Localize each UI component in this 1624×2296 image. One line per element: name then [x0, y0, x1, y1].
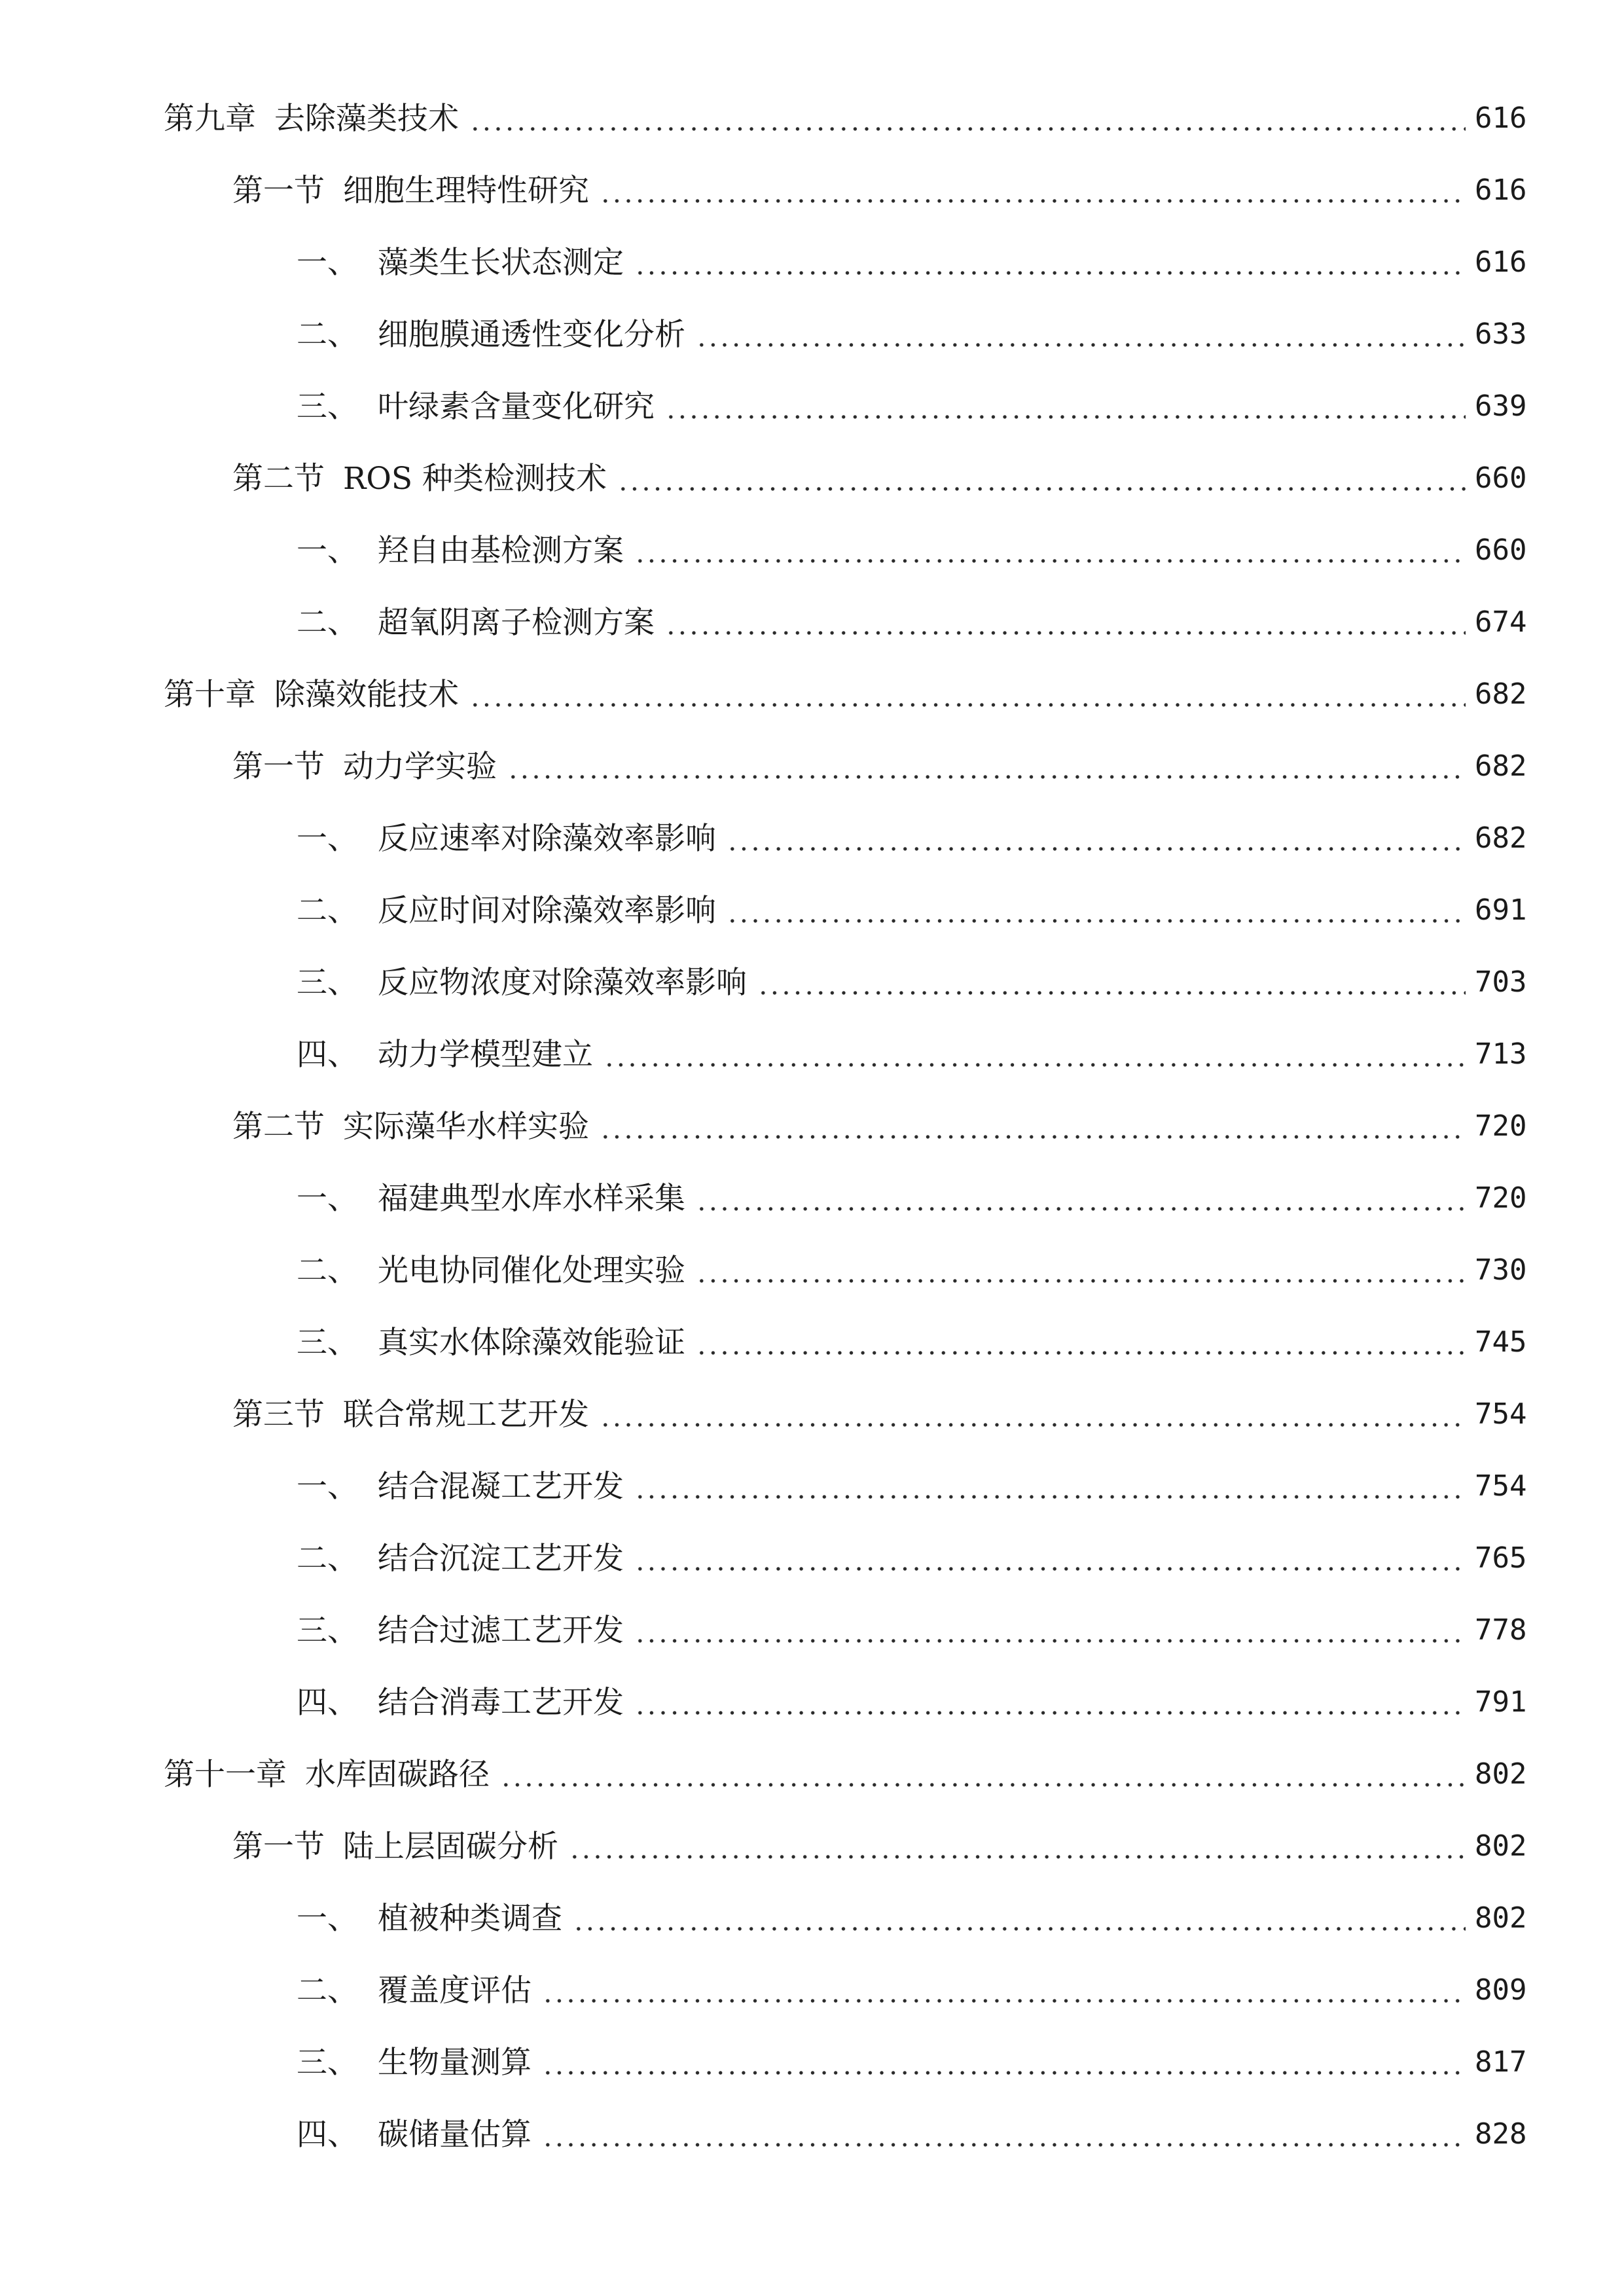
toc-entry-text: 陆上层固碳分析 [343, 1828, 558, 1865]
toc-entry-number: 二、 [297, 1972, 358, 2009]
dot-leader [634, 535, 1466, 566]
toc-entry-subsection[interactable] [0, 946, 1526, 1018]
toc-entry-number: 三、 [297, 1612, 358, 1649]
toc-entry-subsection[interactable] [0, 1954, 1526, 2026]
toc-entry-number: 一、 [297, 820, 358, 857]
toc-entry-chapter-10[interactable] [0, 658, 1526, 730]
toc-entry-chapter-9[interactable] [0, 82, 1526, 154]
dot-leader [634, 1543, 1466, 1574]
toc-entry-subsection[interactable] [0, 1306, 1526, 1378]
toc-page-number: 802 [1475, 1901, 1527, 1935]
dot-leader [634, 1471, 1466, 1502]
toc-entry-title [297, 820, 716, 857]
toc-page-number: 720 [1475, 1181, 1527, 1215]
toc-entry-subsection[interactable] [0, 1162, 1526, 1234]
toc-page-number: 802 [1475, 1757, 1527, 1791]
dot-leader [696, 319, 1466, 350]
toc-entry-subsection[interactable] [0, 298, 1526, 370]
toc-page-number: 639 [1475, 389, 1527, 423]
dot-leader [600, 1399, 1466, 1430]
dot-leader [500, 1759, 1466, 1790]
toc-page-number: 616 [1475, 245, 1527, 279]
toc-page-number: 703 [1475, 965, 1527, 999]
dot-leader [542, 1975, 1466, 2006]
toc-entry-text: 结合过滤工艺开发 [378, 1612, 624, 1649]
toc-entry-text: 除藻效能技术 [274, 676, 459, 713]
toc-entry-number: 第一节 [232, 1828, 325, 1865]
toc-page-number: 674 [1475, 605, 1527, 639]
toc-entry-title [297, 316, 685, 353]
toc-entry-number: 第十章 [164, 676, 256, 713]
toc-entry-subsection[interactable] [0, 1666, 1526, 1738]
toc-page-number: 802 [1475, 1829, 1527, 1863]
toc-entry-title [297, 244, 624, 281]
dot-leader [696, 1327, 1466, 1358]
toc-entry-subsection[interactable] [0, 874, 1526, 946]
toc-entry-section[interactable] [0, 1090, 1526, 1162]
toc-page-number: 778 [1475, 1613, 1527, 1647]
toc-page-number: 754 [1475, 1397, 1527, 1431]
toc-page-number: 616 [1475, 101, 1527, 135]
toc-entry-text: 结合混凝工艺开发 [378, 1468, 624, 1505]
toc-entry-number: 三、 [297, 2044, 358, 2081]
toc-entry-text: 去除藻类技术 [274, 100, 459, 137]
toc-entry-text: 羟自由基检测方案 [378, 532, 624, 569]
toc-page-number: 809 [1475, 1973, 1527, 2007]
dot-leader [542, 2119, 1466, 2150]
toc-entry-text: 结合消毒工艺开发 [378, 1684, 624, 1721]
toc-entry-section[interactable] [0, 154, 1526, 226]
toc-entry-subsection[interactable] [0, 1522, 1526, 1594]
toc-entry-number: 二、 [297, 1540, 358, 1577]
toc-entry-text: 生物量测算 [378, 2044, 532, 2081]
toc-entry-subsection[interactable] [0, 2026, 1526, 2098]
dot-leader [604, 1039, 1466, 1070]
dot-leader [727, 823, 1466, 854]
toc-page-number: 633 [1475, 317, 1527, 351]
toc-entry-title [297, 1972, 532, 2009]
toc-entry-text: 实际藻华水样实验 [343, 1108, 589, 1145]
toc-entry-title [232, 1828, 558, 1865]
toc-entry-number: 第二节 [232, 1108, 325, 1145]
toc-entry-text: 覆盖度评估 [378, 1972, 532, 2009]
toc-entry-subsection[interactable] [0, 1594, 1526, 1666]
toc-entry-title [297, 604, 655, 641]
toc-entry-title [232, 1108, 589, 1145]
toc-entry-number: 一、 [297, 1180, 358, 1217]
toc-entry-title [297, 532, 624, 569]
toc-entry-number: 三、 [297, 1324, 358, 1361]
toc-entry-title [164, 100, 459, 137]
toc-page-number: 682 [1475, 677, 1527, 711]
toc-page-number: 682 [1475, 749, 1527, 783]
toc-page-number: 660 [1475, 461, 1527, 495]
toc-entry-title [297, 1468, 624, 1505]
dot-leader [600, 175, 1466, 206]
toc-entry-number: 四、 [297, 1036, 358, 1073]
dot-leader [696, 1255, 1466, 1286]
toc-entry-number: 二、 [297, 892, 358, 929]
toc-entry-text: 反应时间对除藻效率影响 [378, 892, 716, 929]
toc-entry-text: 超氧阴离子检测方案 [378, 604, 655, 641]
toc-entry-section[interactable] [0, 1378, 1526, 1450]
toc-entry-number: 第九章 [164, 100, 256, 137]
toc-entry-text: ROS 种类检测技术 [343, 460, 607, 497]
dot-leader [469, 103, 1466, 134]
toc-page-number: 720 [1475, 1109, 1527, 1143]
toc-entry-number: 一、 [297, 244, 358, 281]
toc-entry-number: 二、 [297, 316, 358, 353]
dot-leader [600, 1111, 1466, 1142]
toc-entry-subsection[interactable] [0, 1018, 1526, 1090]
toc-entry-title [297, 2116, 532, 2153]
toc-entry-number: 三、 [297, 964, 358, 1001]
toc-entry-number: 第三节 [232, 1396, 325, 1433]
toc-entry-text: 细胞生理特性研究 [343, 172, 589, 209]
toc-entry-subsection[interactable] [0, 226, 1526, 298]
toc-entry-title [297, 2044, 532, 2081]
dot-leader [507, 751, 1466, 782]
toc-entry-number: 二、 [297, 604, 358, 641]
toc-entry-title [164, 676, 459, 713]
toc-entry-subsection[interactable] [0, 1882, 1526, 1954]
toc-entry-number: 二、 [297, 1252, 358, 1289]
toc-page-number: 691 [1475, 893, 1527, 927]
toc-entry-title [297, 1036, 593, 1073]
toc-entry-text: 光电协同催化处理实验 [378, 1252, 685, 1289]
dot-leader [634, 247, 1466, 278]
dot-leader [573, 1903, 1466, 1934]
toc-entry-text: 碳储量估算 [378, 2116, 532, 2153]
dot-leader [634, 1687, 1466, 1718]
toc-entry-number: 一、 [297, 1900, 358, 1937]
toc-entry-number: 第一节 [232, 172, 325, 209]
toc-entry-subsection[interactable] [0, 1234, 1526, 1306]
toc-entry-title [232, 460, 607, 497]
dot-leader [469, 679, 1466, 710]
toc-entry-text: 细胞膜通透性变化分析 [378, 316, 685, 353]
toc-entry-number: 第十一章 [164, 1756, 287, 1793]
toc-entry-text: 动力学实验 [343, 748, 497, 785]
dot-leader [665, 607, 1466, 638]
toc-page-number: 828 [1475, 2117, 1527, 2151]
toc-entry-title [232, 748, 497, 785]
dot-leader [727, 895, 1466, 926]
dot-leader [696, 1183, 1466, 1214]
toc-entry-text: 联合常规工艺开发 [343, 1396, 589, 1433]
toc-page-number: 817 [1475, 2045, 1527, 2079]
toc-page-number: 660 [1475, 533, 1527, 567]
toc-entry-subsection[interactable] [0, 802, 1526, 874]
toc-page-number: 754 [1475, 1469, 1527, 1503]
toc-entry-title [297, 1900, 562, 1937]
toc-entry-chapter-11[interactable] [0, 1738, 1526, 1810]
toc-entry-title [232, 172, 589, 209]
toc-entry-title [297, 892, 716, 929]
toc-entry-title [297, 1612, 624, 1649]
toc-entry-title [164, 1756, 490, 1793]
toc-entry-title [232, 1396, 589, 1433]
toc-entry-section[interactable] [0, 1810, 1526, 1882]
toc-entry-number: 第二节 [232, 460, 325, 497]
toc-entry-subsection[interactable] [0, 514, 1526, 586]
dot-leader [569, 1831, 1466, 1862]
toc-entry-text: 叶绿素含量变化研究 [378, 388, 655, 425]
toc-entry-title [297, 1180, 685, 1217]
toc-entry-title [297, 388, 655, 425]
dot-leader [542, 2047, 1466, 2078]
toc-page-number: 682 [1475, 821, 1527, 855]
toc-entry-number: 第一节 [232, 748, 325, 785]
toc-page-number: 616 [1475, 173, 1527, 207]
toc-page-number: 745 [1475, 1325, 1527, 1359]
toc-entry-number: 一、 [297, 532, 358, 569]
dot-leader [757, 967, 1466, 998]
toc-entry-text: 反应物浓度对除藻效率影响 [378, 964, 747, 1001]
dot-leader [665, 391, 1466, 422]
toc-page-number: 713 [1475, 1037, 1527, 1071]
toc-entry-subsection[interactable] [0, 586, 1526, 658]
toc-entry-title [297, 1684, 624, 1721]
toc-entry-number: 一、 [297, 1468, 358, 1505]
dot-leader [617, 463, 1466, 494]
toc-entry-title [297, 1252, 685, 1289]
toc-entry-title [297, 1324, 685, 1361]
toc-entry-subsection[interactable] [0, 370, 1526, 442]
toc-entry-text: 反应速率对除藻效率影响 [378, 820, 716, 857]
toc-entry-text: 动力学模型建立 [378, 1036, 593, 1073]
dot-leader [634, 1615, 1466, 1646]
toc-entry-text: 结合沉淀工艺开发 [378, 1540, 624, 1577]
toc-entry-number: 三、 [297, 388, 358, 425]
toc-page-number: 765 [1475, 1541, 1527, 1575]
toc-entry-text: 真实水体除藻效能验证 [378, 1324, 685, 1361]
toc-entry-subsection[interactable] [0, 1450, 1526, 1522]
toc-entry-text: 福建典型水库水样采集 [378, 1180, 685, 1217]
toc-entry-number: 四、 [297, 2116, 358, 2153]
toc-entry-section[interactable] [0, 730, 1526, 802]
toc-entry-text: 水库固碳路径 [305, 1756, 490, 1793]
toc-entry-text: 藻类生长状态测定 [378, 244, 624, 281]
toc-entry-number: 四、 [297, 1684, 358, 1721]
toc-page-number: 730 [1475, 1253, 1527, 1287]
toc-entry-title [297, 964, 747, 1001]
toc-entry-title [297, 1540, 624, 1577]
toc-entry-subsection[interactable] [0, 2098, 1526, 2170]
toc-page-number: 791 [1475, 1685, 1527, 1719]
toc-entry-text: 植被种类调查 [378, 1900, 562, 1937]
toc-entry-section[interactable] [0, 442, 1526, 514]
